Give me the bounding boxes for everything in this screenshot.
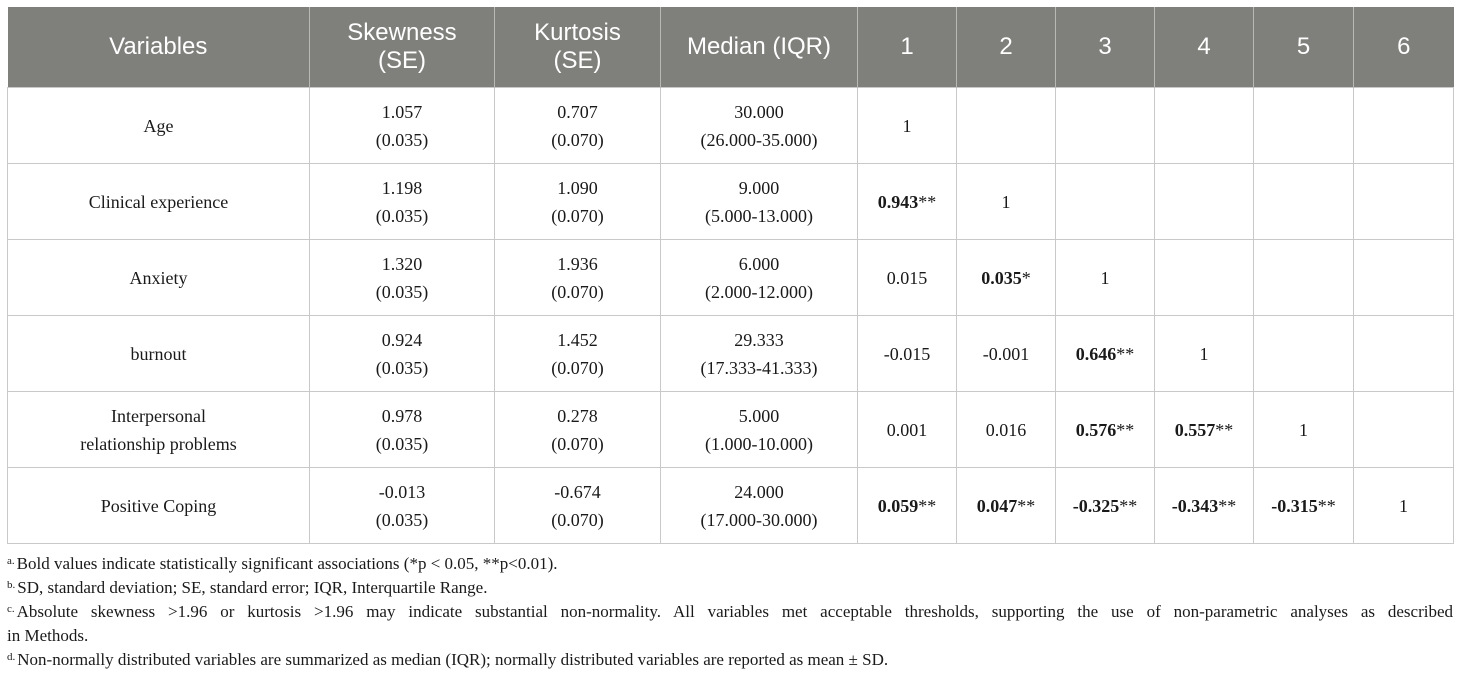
median-iqr-cell-line: 24.000 — [734, 481, 784, 502]
significance-marker: ** — [1317, 495, 1336, 516]
correlation-cell — [1056, 316, 1155, 392]
correlation-value: -0.325 — [1072, 495, 1120, 516]
column-header-line: Skewness — [347, 19, 457, 46]
variable-name-cell — [8, 164, 310, 240]
table-row — [8, 392, 1454, 468]
correlation-cell — [1254, 164, 1354, 240]
column-header — [858, 7, 957, 88]
kurtosis-cell — [495, 240, 661, 316]
kurtosis-cell-line: (0.070) — [551, 205, 604, 226]
skewness-cell-line: (0.035) — [375, 129, 429, 150]
skewness-cell — [310, 392, 495, 468]
footnote-marker: c. — [7, 603, 15, 615]
median-iqr-cell-line: (5.000-13.000) — [705, 205, 813, 226]
significance-marker: ** — [1116, 419, 1135, 440]
median-iqr-cell — [661, 88, 858, 164]
skewness-cell-line: 1.320 — [381, 253, 423, 274]
significance-marker: ** — [1119, 495, 1138, 516]
correlation-cell — [1155, 88, 1254, 164]
significance-marker: ** — [1017, 495, 1036, 516]
correlation-value: 1 — [902, 115, 912, 136]
variable-name-cell-line: Positive Coping — [100, 495, 217, 516]
variable-name-cell-line: relationship problems — [80, 433, 237, 454]
median-iqr-cell-line: 29.333 — [734, 329, 784, 350]
skewness-cell-line: 0.978 — [381, 405, 423, 426]
kurtosis-cell-line: 0.707 — [557, 101, 598, 122]
kurtosis-cell — [495, 468, 661, 544]
correlation-cell — [1354, 468, 1454, 544]
footnote-text: SD, standard deviation; SE, standard error; IQR, Interquartile Range. — [17, 578, 488, 597]
column-header — [1354, 7, 1454, 88]
correlation-cell — [957, 88, 1056, 164]
correlation-value: 0.047 — [976, 495, 1018, 516]
footnote — [7, 600, 1453, 648]
median-iqr-cell — [661, 316, 858, 392]
median-iqr-cell-line: 6.000 — [738, 253, 780, 274]
correlation-cell — [1254, 392, 1354, 468]
correlation-cell — [858, 164, 957, 240]
variable-name-cell — [8, 468, 310, 544]
kurtosis-cell-line: (0.070) — [551, 433, 604, 454]
median-iqr-cell-line: (2.000-12.000) — [705, 281, 813, 302]
skewness-cell-line: -0.013 — [378, 481, 426, 502]
correlation-value: 1 — [1299, 419, 1308, 440]
footnote-marker: b. — [7, 579, 16, 591]
median-iqr-cell — [661, 240, 858, 316]
table-row — [8, 164, 1454, 240]
skewness-cell — [310, 240, 495, 316]
variable-name-cell — [8, 392, 310, 468]
kurtosis-cell-line: (0.070) — [551, 357, 604, 378]
variable-name-cell-line: Anxiety — [129, 267, 188, 288]
column-header — [495, 7, 661, 88]
correlation-value: 0.015 — [886, 267, 928, 288]
skewness-cell-line: 1.198 — [381, 177, 423, 198]
footnote-text: Bold values indicate statistically significant associations (*p < 0.05, **p<0.01). — [16, 554, 558, 573]
footnote-marker: a. — [7, 555, 15, 567]
correlation-cell — [1354, 88, 1454, 164]
correlation-cell — [1155, 164, 1254, 240]
column-header-line: 6 — [1397, 33, 1411, 60]
skewness-cell — [310, 164, 495, 240]
median-iqr-cell-line: (17.333-41.333) — [700, 357, 818, 378]
variable-name-cell-line: Age — [143, 115, 174, 136]
median-iqr-cell — [661, 164, 858, 240]
column-header — [310, 7, 495, 88]
kurtosis-cell-line: (0.070) — [551, 281, 604, 302]
table-row — [8, 88, 1454, 164]
table-row — [8, 316, 1454, 392]
correlation-value: -0.343 — [1171, 495, 1219, 516]
correlation-value: -0.001 — [982, 343, 1030, 364]
skewness-cell-line: (0.035) — [375, 509, 429, 530]
correlation-cell — [858, 240, 957, 316]
significance-marker: ** — [918, 191, 937, 212]
header-row — [8, 7, 1454, 88]
kurtosis-cell-line: 0.278 — [557, 405, 598, 426]
skewness-cell — [310, 468, 495, 544]
correlation-cell — [858, 468, 957, 544]
correlation-cell — [1354, 316, 1454, 392]
kurtosis-cell-line: 1.090 — [557, 177, 598, 198]
correlation-cell — [1155, 316, 1254, 392]
column-header — [957, 7, 1056, 88]
footnote — [7, 552, 1453, 576]
correlation-cell — [1155, 240, 1254, 316]
correlation-cell — [858, 316, 957, 392]
significance-marker: ** — [1116, 343, 1135, 364]
column-header-line: (SE) — [378, 47, 426, 74]
correlation-value: 0.943 — [877, 191, 919, 212]
kurtosis-cell-line: (0.070) — [551, 509, 604, 530]
kurtosis-cell-line: (0.070) — [551, 129, 604, 150]
significance-marker: ** — [1218, 495, 1237, 516]
correlation-value: 1 — [1001, 191, 1011, 212]
significance-marker: ** — [1215, 419, 1234, 440]
median-iqr-cell — [661, 392, 858, 468]
correlation-cell — [1254, 468, 1354, 544]
correlation-cell — [957, 468, 1056, 544]
column-header-line: 3 — [1098, 33, 1112, 60]
footnote-text: Absolute skewness >1.96 or kurtosis >1.96 may indicate substantial non-normality. All variables met acceptable thresholds, supporting the use of non-parametric analyses as described — [16, 602, 1453, 621]
footnote — [7, 648, 1453, 672]
kurtosis-cell-line: -0.674 — [554, 481, 601, 502]
median-iqr-cell-line: (26.000-35.000) — [700, 129, 818, 150]
table-footnotes — [7, 552, 1453, 672]
kurtosis-cell-line: 1.452 — [557, 329, 598, 350]
column-header — [1056, 7, 1155, 88]
variable-name-cell — [8, 88, 310, 164]
kurtosis-cell-line: 1.936 — [557, 253, 598, 274]
skewness-cell-line: (0.035) — [375, 433, 429, 454]
correlation-value: 0.016 — [985, 419, 1027, 440]
correlation-cell — [1354, 240, 1454, 316]
skewness-cell-line: (0.035) — [375, 281, 429, 302]
correlation-cell — [1155, 468, 1254, 544]
skewness-cell — [310, 88, 495, 164]
correlation-value: 0.001 — [886, 419, 928, 440]
skewness-cell-line: 1.057 — [381, 101, 423, 122]
column-header-line: Median (IQR) — [686, 33, 832, 60]
correlation-cell — [1254, 240, 1354, 316]
variable-name-cell-line: Clinical experience — [88, 191, 229, 212]
skewness-cell — [310, 316, 495, 392]
column-header-line: 4 — [1197, 33, 1211, 60]
kurtosis-cell — [495, 88, 661, 164]
correlation-cell — [1056, 88, 1155, 164]
column-header-line: (SE) — [553, 47, 602, 74]
table-row — [8, 240, 1454, 316]
median-iqr-cell-line: 5.000 — [738, 405, 780, 426]
median-iqr-cell-line: (1.000-10.000) — [705, 433, 813, 454]
column-header-line: Kurtosis — [534, 19, 621, 46]
correlation-cell — [1354, 164, 1454, 240]
correlation-cell — [858, 392, 957, 468]
kurtosis-cell — [495, 316, 661, 392]
footnote-marker: d. — [7, 651, 16, 663]
kurtosis-cell — [495, 392, 661, 468]
correlation-value: 0.059 — [877, 495, 919, 516]
correlation-cell — [1056, 468, 1155, 544]
column-header — [8, 7, 310, 88]
skewness-cell-line: (0.035) — [375, 357, 429, 378]
column-header — [661, 7, 858, 88]
correlation-cell — [1254, 316, 1354, 392]
correlation-cell — [957, 240, 1056, 316]
correlation-cell — [858, 88, 957, 164]
variable-name-cell-line: burnout — [130, 343, 187, 364]
correlation-value: 0.576 — [1075, 419, 1117, 440]
footnote — [7, 576, 1453, 600]
table-row — [8, 468, 1454, 544]
correlation-value: -0.315 — [1271, 495, 1318, 516]
correlation-cell — [1056, 240, 1155, 316]
table-body — [8, 88, 1454, 544]
correlation-cell — [957, 392, 1056, 468]
median-iqr-cell-line: (17.000-30.000) — [700, 509, 818, 530]
correlation-cell — [1056, 392, 1155, 468]
correlation-cell — [957, 164, 1056, 240]
kurtosis-cell — [495, 164, 661, 240]
table-container — [7, 7, 1453, 672]
column-header-line: Variables — [109, 33, 208, 60]
footnote-text: in Methods. — [7, 626, 89, 645]
correlation-value: 0.646 — [1075, 343, 1117, 364]
correlation-cell — [1354, 392, 1454, 468]
median-iqr-cell-line: 30.000 — [734, 101, 784, 122]
column-header-line: 1 — [900, 33, 914, 60]
correlation-value: 1 — [1399, 495, 1408, 516]
correlation-value: 1 — [1199, 343, 1209, 364]
correlation-table — [7, 7, 1454, 544]
correlation-cell — [1155, 392, 1254, 468]
correlation-value: 0.557 — [1174, 419, 1216, 440]
correlation-cell — [957, 316, 1056, 392]
correlation-cell — [1254, 88, 1354, 164]
footnote-text: Non-normally distributed variables are summarized as median (IQR); normally distributed variables are reported as mean ± SD. — [17, 650, 889, 669]
skewness-cell-line: 0.924 — [381, 329, 423, 350]
skewness-cell-line: (0.035) — [375, 205, 429, 226]
median-iqr-cell-line: 9.000 — [738, 177, 780, 198]
correlation-value: -0.015 — [883, 343, 931, 364]
column-header-line: 2 — [999, 33, 1013, 60]
variable-name-cell — [8, 240, 310, 316]
correlation-value: 1 — [1100, 267, 1110, 288]
variable-name-cell-line: Interpersonal — [111, 405, 206, 426]
correlation-value: 0.035 — [981, 267, 1022, 288]
column-header — [1155, 7, 1254, 88]
column-header — [1254, 7, 1354, 88]
significance-marker: ** — [918, 495, 937, 516]
column-header-line: 5 — [1296, 33, 1311, 60]
footnote-line — [7, 600, 1453, 624]
significance-marker: * — [1021, 267, 1031, 288]
variable-name-cell — [8, 316, 310, 392]
median-iqr-cell — [661, 468, 858, 544]
correlation-cell — [1056, 164, 1155, 240]
